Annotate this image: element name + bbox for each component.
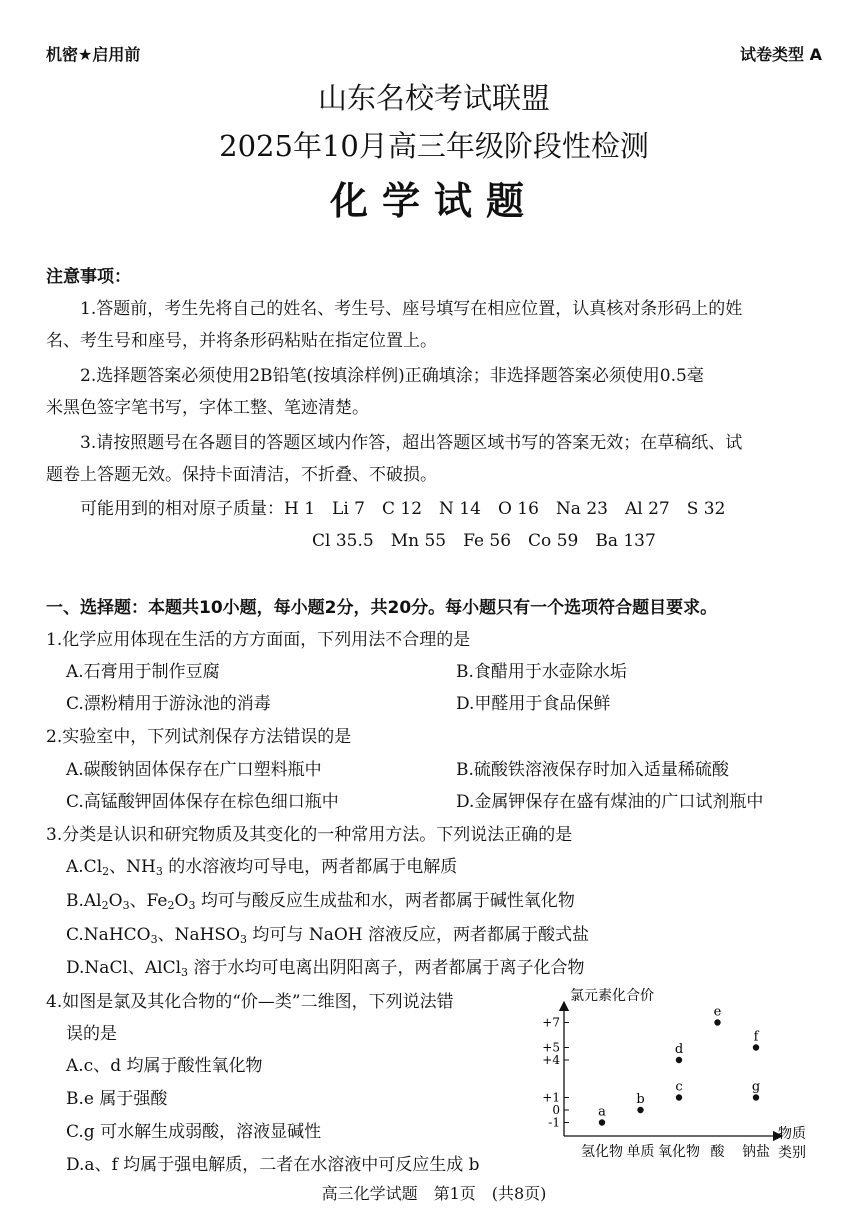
- q2-option-c: C.高锰酸钾固体保存在棕色细口瓶中: [66, 792, 339, 812]
- y-tick-label: +1: [542, 1090, 560, 1105]
- data-point-b: [637, 1107, 643, 1113]
- data-point-g: [753, 1094, 759, 1100]
- note-1-line-2: 名、考生号和座号，并将条形码粘贴在指定位置上。: [46, 331, 437, 351]
- q2-option-a: A.碳酸钠固体保存在广口塑料瓶中: [66, 760, 322, 780]
- subject-title: 化学试题: [329, 179, 538, 223]
- atomic-mass-line-1: 可能用到的相对原子质量：H 1 Li 7 C 12 N 14 O 16 Na 23 Al 27 S 32: [80, 499, 726, 519]
- y-tick-label: +4: [542, 1053, 560, 1067]
- exam-alliance-title: 山东名校考试联盟: [317, 81, 550, 115]
- point-label-c: c: [675, 1079, 683, 1095]
- q3-stem: 3.分类是认识和研究物质及其变化的一种常用方法。下列说法正确的是: [46, 825, 573, 845]
- y-axis-label: 氯元素化合价: [570, 988, 654, 1004]
- q2-stem: 2.实验室中，下列试剂保存方法错误的是: [46, 727, 352, 747]
- point-label-d: d: [674, 1042, 684, 1057]
- note-2-line-1: 2.选择题答案必须使用2B铅笔(按填涂样例)正确填涂；非选择题答案必须使用0.5毫: [80, 366, 704, 386]
- data-point-e: [714, 1019, 720, 1025]
- x-axis-label-bottom: 类别: [778, 1145, 806, 1161]
- q3-option-a: $A.Cl_2$、$NH_3$ 的水溶液均可导电，两者都属于电解质: [66, 857, 458, 878]
- data-point-a: [599, 1119, 605, 1125]
- section-1-heading: 一、选择题：本题共10小题，每小题2分，共20分。每小题只有一个选项符合题目要求。: [46, 598, 718, 618]
- paper-type-label: 试卷类型 A: [740, 45, 822, 64]
- data-point-c: [676, 1094, 682, 1100]
- point-label-e: e: [713, 1004, 722, 1020]
- point-label-a: a: [598, 1104, 606, 1120]
- q3-option-d: D.NaCl、AlCl$_3$ 溶于水均可电离出阴阳离子，两者都属于离子化合物: [66, 958, 585, 979]
- q4-stem-line-1: 4.如图是氯及其化合物的“价—类”二维图，下列说法错: [46, 992, 454, 1012]
- data-point-d: [676, 1057, 682, 1063]
- y-tick-label: -1: [548, 1115, 560, 1130]
- note-3-line-1: 3.请按照题号在各题目的答题区域内作答，超出答题区域书写的答案无效；在草稿纸、试: [80, 433, 743, 453]
- notes-heading: 注意事项：: [46, 267, 131, 287]
- x-category-label: 单质: [626, 1144, 655, 1160]
- q1-option-c: C.漂粉精用于游泳池的消毒: [66, 694, 271, 714]
- note-3-line-2: 题卷上答题无效。保持卡面清洁，不折叠、不破损。: [46, 465, 437, 485]
- note-2-line-2: 米黑色签字笔书写，字体工整、笔迹清楚。: [46, 398, 369, 418]
- point-label-f: f: [753, 1029, 759, 1045]
- q4-option-c: C.g 可水解生成弱酸，溶液显碱性: [66, 1122, 322, 1142]
- point-label-g: g: [751, 1079, 761, 1095]
- exam-date-title: 2025年10月高三年级阶段性检测: [219, 129, 649, 163]
- valence-class-chart: [520, 986, 840, 1166]
- x-category-label: 钠盐: [742, 1144, 770, 1160]
- x-category-label: 酸: [710, 1144, 725, 1160]
- q1-option-a: A.石膏用于制作豆腐: [66, 662, 220, 682]
- q3-option-c: C.NaHCO$_3$、NaHSO$_3$ 均可与 NaOH 溶液反应，两者都属于酸式盐: [66, 925, 589, 946]
- q2-option-d: D.金属钾保存在盛有煤油的广口试剂瓶中: [456, 792, 764, 812]
- x-category-label: 氢化物: [581, 1144, 623, 1160]
- x-category-label: 氧化物: [658, 1144, 700, 1160]
- x-axis-label-top: 物质: [778, 1126, 806, 1142]
- q4-stem-line-2: 误的是: [66, 1024, 117, 1044]
- confidential-label: 机密★启用前: [46, 45, 141, 64]
- y-tick-label: 0: [552, 1103, 560, 1117]
- q4-option-d: D.a、f 均属于强电解质，二者在水溶液中可反应生成 b: [66, 1155, 480, 1175]
- y-tick-label: +5: [542, 1040, 560, 1055]
- y-tick-label: +7: [542, 1015, 560, 1030]
- q4-option-a: A.c、d 均属于酸性氧化物: [66, 1056, 263, 1076]
- q3-option-b: $B.Al_2O_3$、$Fe_2O_3$ 均可与酸反应生成盐和水，两者都属于碱性氧化物: [66, 891, 575, 912]
- page-footer: 高三化学试题 第1页 (共8页): [321, 1184, 547, 1203]
- q1-option-b: B.食醋用于水壶除水垢: [456, 662, 627, 682]
- q2-option-b: B.硫酸铁溶液保存时加入适量稀硫酸: [456, 760, 729, 780]
- data-point-f: [753, 1044, 759, 1050]
- atomic-mass-line-2: Cl 35.5 Mn 55 Fe 56 Co 59 Ba 137: [312, 531, 656, 551]
- q1-option-d: D.甲醛用于食品保鲜: [456, 694, 611, 714]
- q1-stem: 1.化学应用体现在生活的方方面面，下列用法不合理的是: [46, 630, 471, 650]
- note-1-line-1: 1.答题前，考生先将自己的姓名、考生号、座号填写在相应位置，认真核对条形码上的姓: [80, 299, 743, 319]
- q4-option-b: B.e 属于强酸: [66, 1089, 168, 1109]
- point-label-b: b: [636, 1092, 645, 1107]
